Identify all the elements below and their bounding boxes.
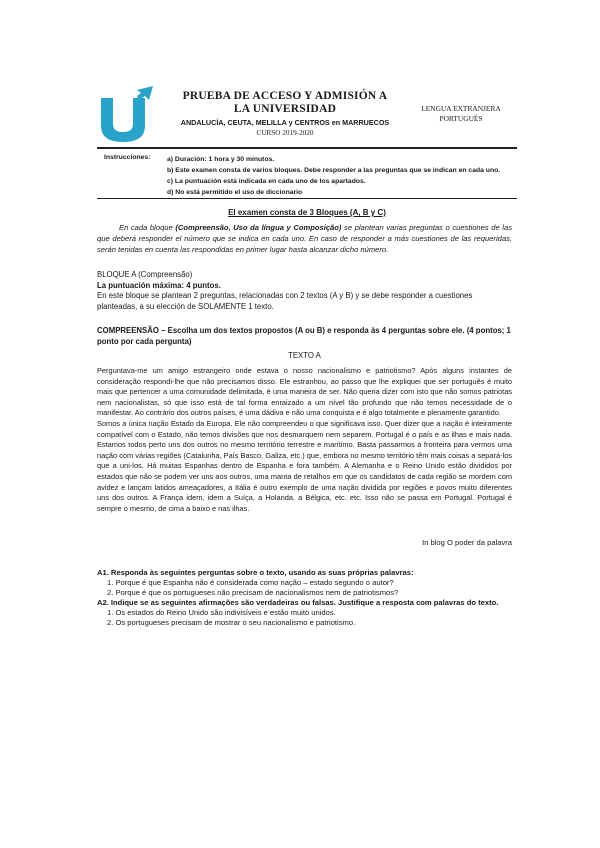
intro-bold: (Compreensão, Uso da língua y Composição) [175,223,342,232]
university-logo-icon [97,86,157,142]
exam-year: CURSO 2019-2020 [256,129,314,137]
questions-section [97,568,512,628]
a1-heading: A1. Responda às seguintes perguntas sobre o texto, usando as suas próprias palavras: [97,568,414,577]
intro-pre: En cada bloque [119,223,176,232]
instructions-divider [97,198,517,199]
instruction-item: d) No está permitido el uso de diccionario [167,189,303,196]
exam-header [97,86,517,146]
instructions-list [167,154,517,198]
text-a-title: TEXTO A [288,351,321,360]
text-a-source: In blog O poder da palavra [422,538,512,547]
a1-question: 2. Porque é que os portugueses não precisam de nacionalismos nem de patriotismos? [107,588,399,597]
instructions-label: Instrucciones: [104,154,151,161]
instruction-item: b) Este examen consta de varios bloques. Debe responder a las preguntas que se indican en cada uno. [167,167,501,174]
block-a [97,270,512,312]
exam-title: PRUEBA DE ACCESO Y ADMISIÓN A LA UNIVERSIDAD [182,90,388,115]
intro-post: se plantean varias preguntas o cuestiones de las que deberá responder el número que se indica en cada uno. En caso de responder a más cuestiones de las requeridas, serán tenidas en cuenta las respondidas en primer lugar hasta alcanzar dicho número. [97,223,513,254]
a2-statement: 1. Os estados do Reino Unido são indivisíveis e estão muito unidos. [107,608,336,617]
instruction-item: a) Duración: 1 hora y 30 minutos. [167,156,275,163]
block-a-description: En este bloque se plantean 2 preguntas, relacionadas con 2 textos (A y B) y se debe responder a cuestiones planteadas, a su elección de SOLAMENTE 1 texto. [97,291,473,311]
exam-structure-heading: El examen consta de 3 Bloques (A, B y C) [228,208,386,217]
block-a-points: La puntuación máxima: 4 puntos. [97,280,221,290]
text-a-paragraph: Perguntava-me um amigo estrangeiro onde estava o nosso nacionalismo e patriotismo? Após alguns instantes de consideração respondi-lhe que não precisamos disso. Ele estranhou, ao passo que lhe expliquei que ser português é muito mais que pertencer a uma comunidade delimitada, é uma maneira de ser. Não queria dizer com isto que não somos patriotas nem nacionalistas, só que isso está de tal forma enraizado a um nível tão profundo que não temos necessidade de o manifestar. Ao contrário dos outros países, é uma dádiva e não uma conquista e é algo totalmente e plenamente garantido. [97,366,512,418]
header-divider [97,147,517,149]
intro-paragraph [97,222,512,255]
compreensao-instruction: COMPREENSÃO – Escolha um dos textos propostos (A ou B) e responda às 4 perguntas sobre ele. (4 pontos; 1 ponto por cada pergunta) [97,326,511,346]
text-a-paragraph: Somos a única nação Estado da Europa. Ele não compreendeu o que significava isso. Quer dizer que a nação é inteiramente compatível com o Estado, não temos divisões que nos desmarquem nem separem. Portugal é o país e as ilhas e mais nada. Estamos todos perto uns dos outros no mesmo território terrestre e marítimo. Basta passarmos a fronteira para vermos uma nação com várias regiões (Catalunha, País Basco, Galiza, etc.) que, embora no mesmo território têm mais coisas a separá-los que a uni-los. Há muitas Espanhas dentro de Espanha e fora também. A Alemanha e o Reino Unido estão divididos por estados que não se podem ver uns aos outros, uma manta de retalhos em que os candidatos de cada região se mordem com avidez e lançam latidos ameaçadores, a Itália é outro exemplo de uma nação dividida por regiões e povos muito diferentes uns dos outros. A França idem, idem a Suíça, a Holanda, a Bélgica, etc. etc. Isso não se passa em Portugal. Portugal é sempre o mesmo, de cima a baixo e nas ilhas. [97,418,512,513]
exam-subtitle: ANDALUCÍA, CEUTA, MELILLA y CENTROS en MARRUECOS [180,118,390,127]
block-a-title: BLOQUE A (Compreensão) [97,270,193,279]
a2-statement: 2. Os portugueses precisam de mostrar o seu nacionalismo e patriotismo. [107,618,356,627]
subject-label: LENGUA EXTRANJERA [421,104,501,113]
a2-heading: A2. Indique se as seguintes afirmações são verdadeiras ou falsas. Justifique a resposta com palavras do texto. [97,598,499,607]
a1-question: 1. Porque é que Espanha não é considerada como nação – estado segundo o autor? [107,578,394,587]
subject-box [405,104,517,124]
language-label: PORTUGUÉS [439,114,483,123]
text-a-body [97,366,512,514]
instruction-item: c) La puntuación está indicada en cada uno de los apartados. [167,178,366,185]
